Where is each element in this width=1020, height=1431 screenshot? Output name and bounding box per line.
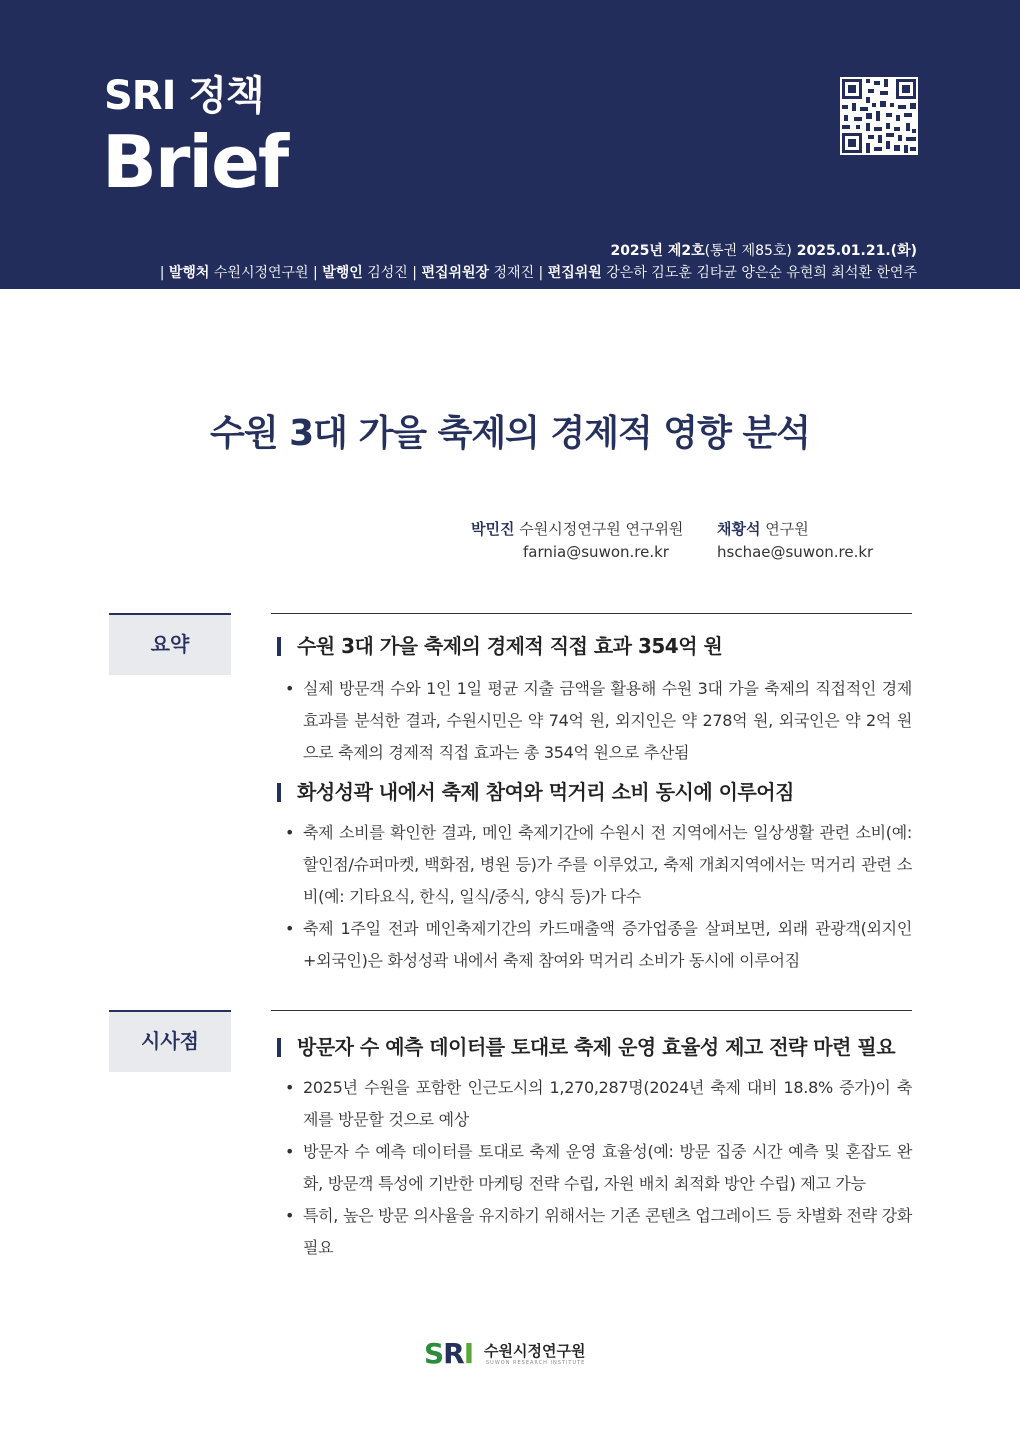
bullet-dot-icon: • [285, 1206, 295, 1225]
staff-info: | 발행처 수원시정연구원 | 발행인 김성진 | 편집위원장 정재진 | 편집위원 강은하 김도훈 김타균 양은순 유현희 최석환 한연주 [159, 265, 917, 281]
author-name: 박민진 [471, 520, 515, 538]
sri-logo-mark: SRI [424, 1337, 474, 1370]
author-affiliation: 수원시정연구원 연구위원 [519, 520, 684, 538]
bullet-dot-icon: • [285, 1142, 295, 1161]
summary-heading-1 [277, 634, 722, 658]
heading-text: 방문자 수 예측 데이터를 토대로 축제 운영 효율성 제고 전략 마련 필요 [297, 1035, 896, 1059]
bullet-dot-icon: • [285, 919, 295, 938]
org-name-en: SUWON RESEARCH INSTITUTE [486, 1360, 586, 1366]
author-name: 채황석 [717, 520, 761, 538]
author-affiliation: 연구원 [765, 520, 809, 538]
summary-heading-2 [277, 780, 794, 804]
list-item [285, 817, 912, 913]
issue-date: 2025.01.21.(화) [796, 243, 917, 259]
list-item [285, 1200, 912, 1264]
sri-logo-icon [424, 1339, 604, 1369]
section-bar-icon [277, 1038, 281, 1057]
summary-divider [271, 613, 912, 614]
bullet-dot-icon: • [285, 679, 295, 698]
issue-info [610, 240, 917, 260]
editors: 강은하 김도훈 김타균 양은순 유현희 최석환 한연주 [606, 265, 917, 281]
issuer-label: 발행인 [322, 265, 363, 281]
issuer: 김성진 [367, 265, 408, 281]
heading-text: 화성성곽 내에서 축제 참여와 먹거리 소비 동시에 이루어짐 [297, 780, 794, 804]
chief-editor-label: 편집위원장 [421, 265, 490, 281]
bullet-dot-icon: • [285, 1078, 295, 1097]
implications-label: 시사점 [109, 1010, 231, 1072]
list-item [285, 1136, 912, 1200]
chief-editor: 정재진 [493, 265, 535, 281]
document-title: 수원 3대 가을 축제의 경제적 영향 분석 [210, 413, 810, 454]
implications-heading-1 [277, 1035, 895, 1059]
summary-label: 요약 [109, 613, 231, 675]
bullet-text: 축제 소비를 확인한 결과, 메인 축제기간에 수원시 전 지역에서는 일상생활 관련 소비(예: 할인점/슈퍼마켓, 백화점, 병원 등)가 주를 이루었고, 축제 개최지역에서는 먹거리 관련 소비(예: 기타요식, 한식, 일식/중식, 양식 등)가 다수 [303, 823, 912, 906]
implications-divider [271, 1010, 912, 1011]
section-bar-icon [277, 637, 281, 656]
author-1 [471, 518, 683, 565]
section-bar-icon [277, 783, 281, 802]
bullet-text: 방문자 수 예측 데이터를 토대로 축제 운영 효율성(예: 방문 집중 시간 예측 및 혼잡도 완화, 방문객 특성에 기반한 마케팅 전략 수립, 자원 배치 최적화 방안 수립) 제고 가능 [303, 1142, 912, 1193]
issue-volume: (통권 제85호) [704, 243, 792, 259]
publisher: 수원시정연구원 [213, 265, 309, 281]
bullet-text: 특히, 높은 방문 의사율을 유지하기 위해서는 기존 콘텐츠 업그레이드 등 차별화 전략 강화 필요 [303, 1206, 912, 1257]
list-item [285, 1072, 912, 1136]
publisher-label: 발행처 [168, 265, 210, 281]
list-item [285, 673, 912, 769]
list-item [285, 913, 912, 977]
brand-small: SRI 정책 [104, 73, 264, 119]
heading-text: 수원 3대 가을 축제의 경제적 직접 효과 354억 원 [297, 634, 723, 658]
header-banner [0, 0, 1020, 289]
author-email[interactable]: hschae@suwon.re.kr [717, 543, 874, 562]
qr-code-icon[interactable] [840, 77, 918, 155]
bullet-text: 축제 1주일 전과 메인축제기간의 카드매출액 증가업종을 살펴보면, 외래 관광객(외지인+외국인)은 화성성곽 내에서 축제 참여와 먹거리 소비가 동시에 이루어짐 [303, 919, 912, 970]
author-2 [717, 518, 873, 565]
brand-big: Brief [102, 120, 288, 204]
org-name: 수원시정연구원 [484, 1342, 586, 1360]
bullet-text: 실제 방문객 수와 1인 1일 평균 지출 금액을 활용해 수원 3대 가을 축제의 직접적인 경제효과를 분석한 결과, 수원시민은 약 74억 원, 외지인은 약 278억 원, 외국인은 약 2억 원으로 축제의 경제적 직접 효과는 총 354억 원으로 추산됨 [303, 679, 912, 762]
editors-label: 편집위원 [547, 265, 602, 281]
bullet-text: 2025년 수원을 포함한 인근도시의 1,270,287명(2024년 축제 대비 18.8% 증가)이 축제를 방문할 것으로 예상 [303, 1078, 912, 1129]
issue-number: 2025년 제2호 [610, 243, 705, 259]
bullet-dot-icon: • [285, 823, 295, 842]
author-email[interactable]: farnia@suwon.re.kr [523, 543, 669, 562]
